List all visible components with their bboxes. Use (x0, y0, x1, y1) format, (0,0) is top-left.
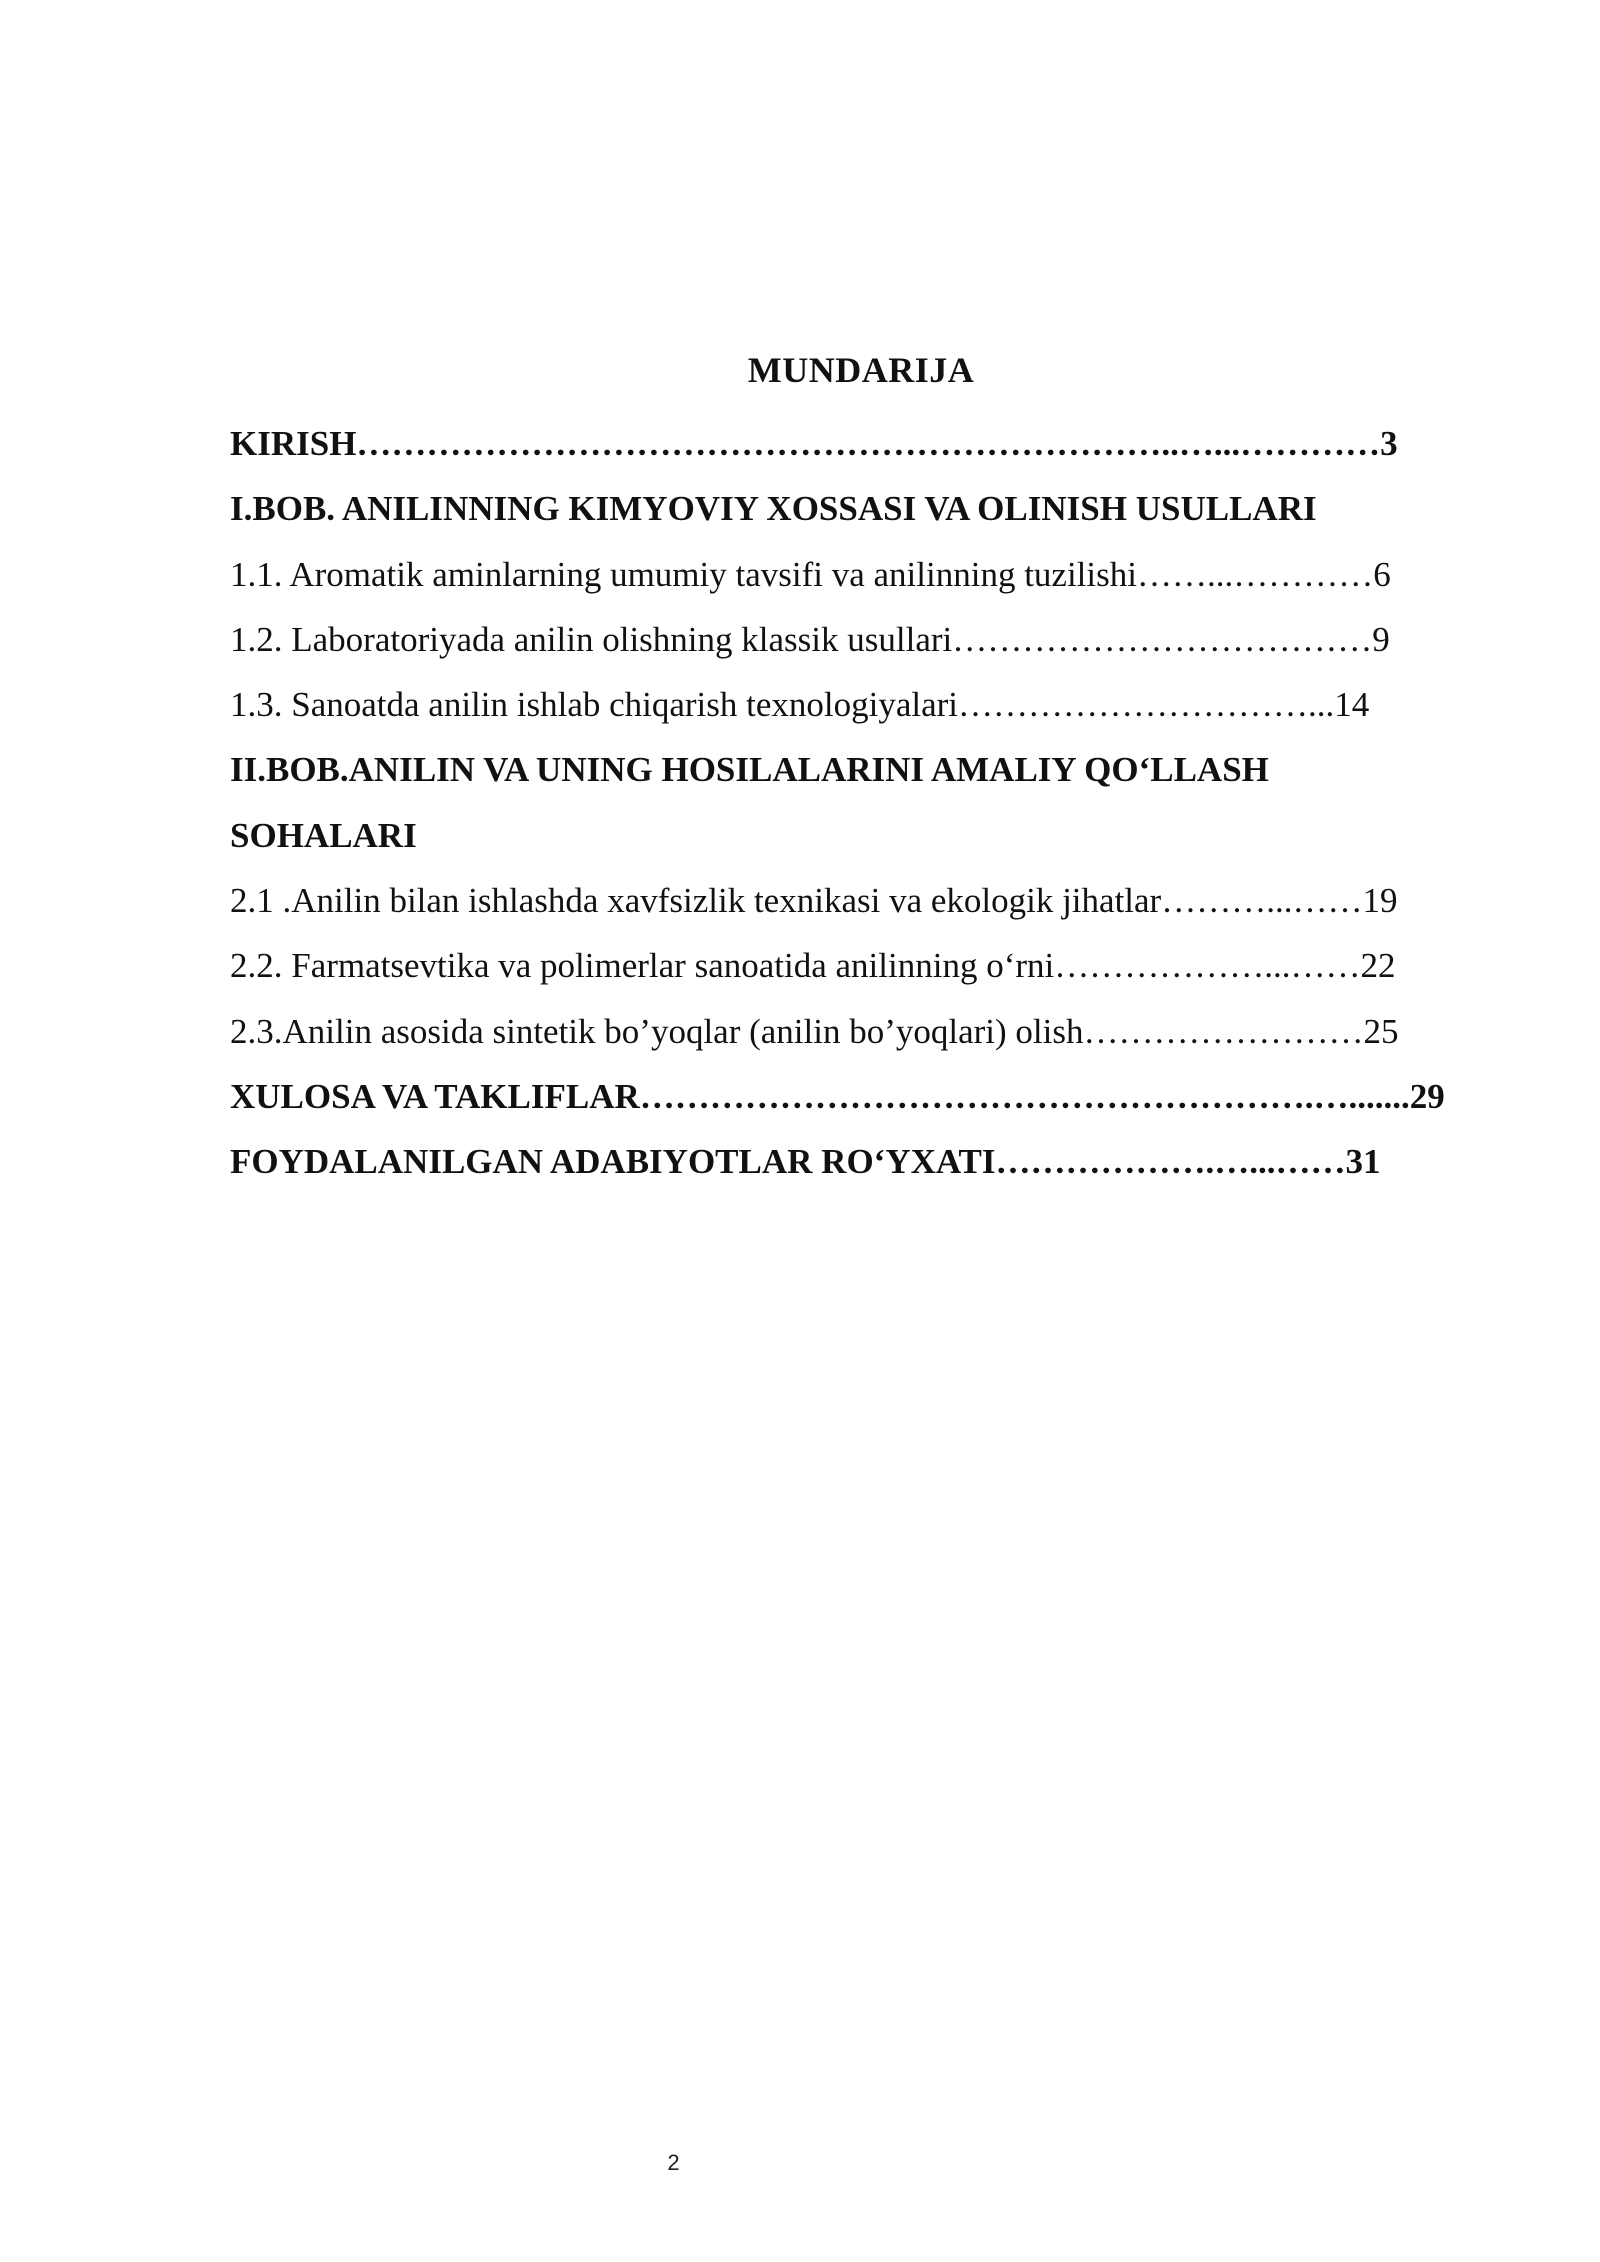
toc-row: II.BOB.ANILIN VA UNING HOSILALARINI AMALIY QO‘LLASH (230, 750, 1269, 790)
toc-row: 2.1 .Anilin bilan ishlashda xavfsizlik texnikasi va ekologik jihatlar………...……19 (230, 881, 1398, 921)
toc-rows (230, 411, 1492, 1195)
toc-row: I.BOB. ANILINNING KIMYOVIY XOSSASI VA OLINISH USULLARI (230, 489, 1317, 529)
toc-row: 2.2. Farmatsevtika va polimerlar sanoatida anilinning o‘rni………………...……22 (230, 946, 1396, 986)
toc-row: SOHALARI (230, 815, 417, 855)
toc-row: FOYDALANILGAN ADABIYOTLAR RO‘YXATI……………….…...……31 (230, 1142, 1381, 1182)
toc-row: 1.3. Sanoatda anilin ishlab chiqarish texnologiyalari…………………………...14 (230, 685, 1370, 725)
toc-row: KIRISH……………………………………………………………..…...…………3 (230, 424, 1398, 463)
toc-row: 1.2. Laboratoriyada anilin olishning klassik usullari………………………………9 (230, 619, 1390, 659)
toc-title: MUNDARIJA (747, 350, 975, 390)
toc-row: 2.3.Anilin asosida sintetik bo’yoqlar (anilin bo’yoqlari) olish……………………25 (230, 1011, 1399, 1051)
page-number: 2 (667, 2150, 680, 2175)
toc-row: XULOSA VA TAKLIFLAR………………………………………………….….......29 (230, 1076, 1445, 1116)
toc-row: 1.1. Aromatik aminlarning umumiy tavsifi va anilinning tuzilishi……...…………6 (230, 554, 1391, 594)
table-of-contents (230, 345, 1492, 1195)
